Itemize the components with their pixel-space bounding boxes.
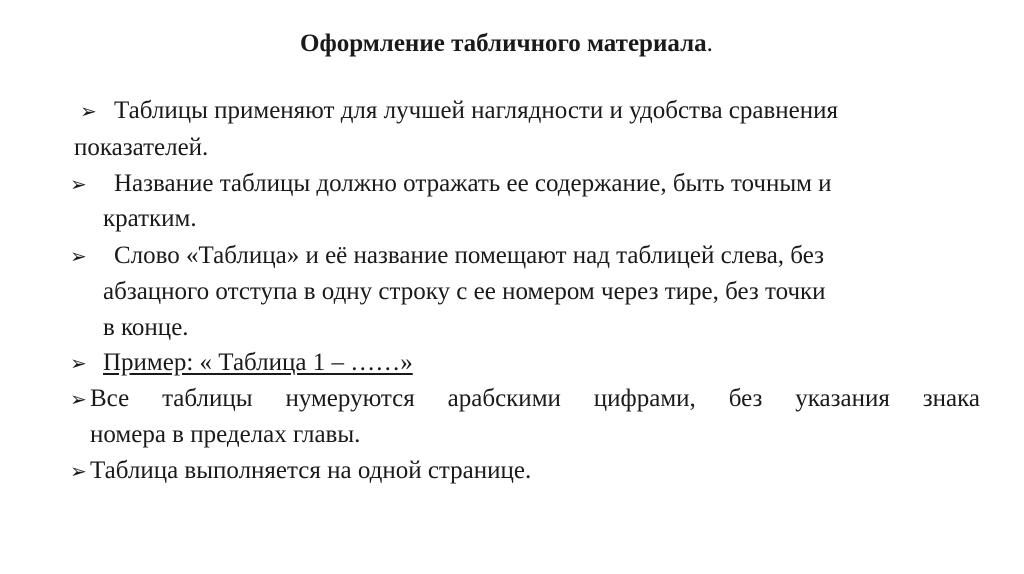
bullet-5-line-2: номера в пределах главы.: [90, 421, 361, 448]
slide-title: [300, 30, 713, 58]
bullet-3-line-2: абзацного отступа в одну строку с ее номером через тире, без точки: [103, 278, 826, 305]
bullet-5-line-1: Все таблицы нумеруются арабскими цифрами, без указания знака: [90, 385, 980, 412]
bullet-4-example: Пример: « Таблица 1 – ……»: [103, 349, 413, 376]
bullet-6-line-1: Таблица выполняется на одной странице.: [90, 457, 532, 484]
slide-title-text: Оформление табличного материала: [300, 30, 707, 57]
bullet-arrow-icon: ➢: [70, 351, 87, 375]
bullet-arrow-icon: ➢: [70, 172, 87, 196]
bullet-1-line-2: показателей.: [74, 134, 209, 161]
bullet-2-line-2: кратким.: [103, 205, 197, 232]
bullet-3-line-3: в конце.: [103, 314, 189, 341]
bullet-arrow-icon: ➢: [70, 244, 87, 268]
bullet-3-line-1: Слово «Таблица» и её название помещают над таблицей слева, без: [114, 242, 824, 269]
bullet-arrow-icon: ➢: [80, 99, 97, 123]
bullet-2-line-1: Название таблицы должно отражать ее содержание, быть точным и: [114, 170, 832, 197]
bullet-1-line-1: Таблицы применяют для лучшей наглядности и удобства сравнения: [114, 97, 839, 124]
bullet-arrow-icon: ➢: [70, 387, 87, 411]
slide-title-period: .: [706, 30, 713, 57]
bullet-arrow-icon: ➢: [70, 459, 87, 483]
